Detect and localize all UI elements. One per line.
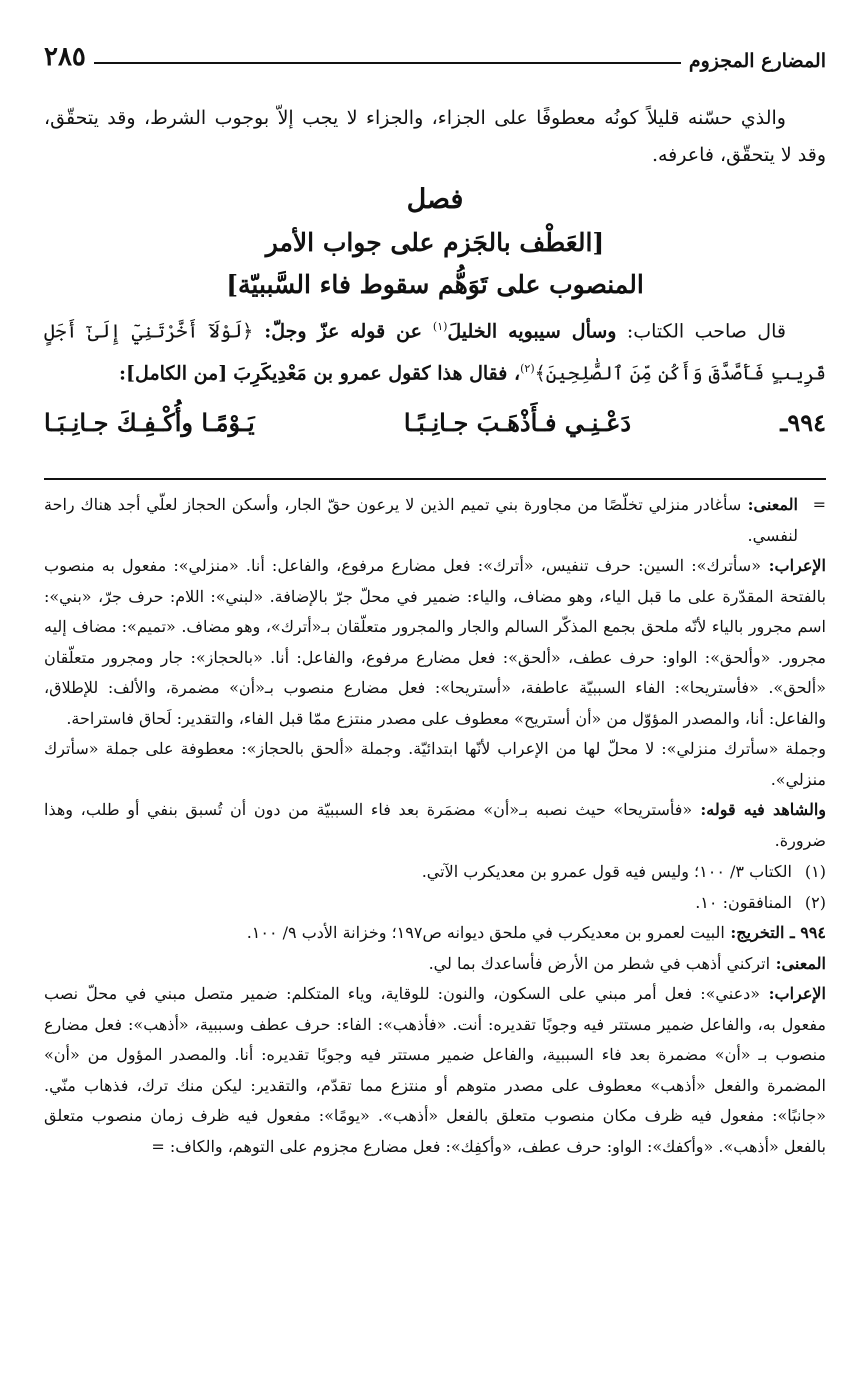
footnote-ref-2 xyxy=(44,887,826,918)
section-heading: فصل xyxy=(406,184,464,215)
continuation-mark: = xyxy=(812,495,826,514)
quran-verse: ﴿لَوْلَآ أَخَّرْتَنِيٓ إِلَىٰٓ أَجَلٍ قَرِيبٍ فَأَصَّدَّقَ وَأَكُن مِّنَ ٱلصَّٰلِحِينَ﴾ xyxy=(44,320,826,385)
ref-number: (١) xyxy=(804,862,826,881)
takhrij-text: البيت لعمرو بن معديكرب في ملحق ديوانه ص١٩٧؛ وخزانة الأدب ٩/ ١٠٠. xyxy=(246,923,725,942)
verse-hemistich-1: دَعْـنِـي فـأَذْهَـبَ جـانِـبًـا xyxy=(403,407,632,437)
footnote-jumla-1: وجملة «سأترك منزلي»: لا محلّ لها من الإعراب لأنّها ابتدائيّة. وجملة «ألحق بالحجاز»: معطوفة على جملة «سأترك منزلي». xyxy=(44,739,826,789)
irab-label: الإعراب: xyxy=(760,984,827,1003)
meaning-text: سأغادر منزلي تخلّصًا من مجاورة بني تميم الذين لا يرعون حقّ الجار، وأسكن الحجاز لعلّي أجد هناك راحة لنفسي. xyxy=(44,495,798,545)
continuation-mark-end: = xyxy=(151,1136,165,1156)
quote-bold-1: وسأل سيبويه الخليلَ xyxy=(447,320,617,343)
section-subheading-1: [العَطْف بالجَزم على جواب الأمر xyxy=(265,228,605,257)
quote-intro: قال صاحب الكتاب: xyxy=(616,320,786,343)
intro-paragraph: والذي حسّنه قليلاً كونُه معطوفًا على الجزاء، والجزاء لا يجب إلاّ بوجوب الشرط، وقد يتحقّق، وقد لا يتحقّق، فاعرفه. xyxy=(44,107,826,166)
section-subheading-2: المنصوب على تَوَهُّم سقوط فاء السَّببيّة] xyxy=(226,270,644,299)
ref-text: الكتاب ٣/ ١٠٠؛ وليس فيه قول عمرو بن معديكرب الآتي. xyxy=(421,862,792,881)
irab-label: الإعراب: xyxy=(761,556,826,575)
footnote-separator xyxy=(44,478,826,480)
header-rule xyxy=(94,62,681,64)
verse-number: ٩٩٤ـ xyxy=(780,407,826,437)
meaning-label: المعنى: xyxy=(770,953,826,973)
footnote-shahid xyxy=(44,795,826,856)
chapter-title: المضارع المجزوم xyxy=(688,50,826,72)
shahid-text: «فأستريحا» حيث نصبه بـ«أن» مضمَرة بعد فاء السببيّة من دون أن تُسبق بنفي أو طلب، وهذا ضرورة. xyxy=(44,800,826,850)
running-header xyxy=(44,38,826,72)
footnotes xyxy=(44,490,826,1162)
footnote-ref-1 xyxy=(44,856,826,887)
book-quote xyxy=(44,308,826,393)
footnote-irab-1 xyxy=(44,551,826,734)
irab-text: «سأترك»: السين: حرف تنفيس، «أترك»: فعل مضارع مرفوع، والفاعل: أنا. «منزلي»: مفعول به منصوب بالفتحة المقدّرة على ما قبل الياء، وهو مضاف، والياء: ضمير في محلّ جرّ بالإضافة. «لبني»: اللام: حرف جرّ، «بني»: اسم مجرور بالياء لأنّه ملحق بجمع المذكّر السالم والجار والمجرور متعلّقان بـ«أترك»، وهو مضاف. «تميم»: مضاف إليه مجرور. «وألحق»: الواو: حرف عطف، «ألحق»: فعل مضارع مرفوع، والفاعل: أنا. «بالحجاز»: جار ومجرور متعلّقان «ألحق». «فأستريحا»: الفاء السببيّة عاطفة، «أستريحا»: فعل مضارع منصوب بـ«أن» مضمرة، والألف: للإطلاق، والفاعل: أنا، والمصدر المؤوّل من «أن أستريح» معطوف على مصدر منتزع ممّا قبل الفاء، والتقدير: لَحاق فاستراحة. xyxy=(44,556,826,728)
irab-text: «دعني»: فعل أمر مبني على السكون، والنون: للوقاية، وياء المتكلم: ضمير متصل مبني في محلّ نصب مفعول به، والفاعل ضمير مستتر فيه وجوبًا تقديره: أنت. «فأذهب»: الفاء: حرف عطف وسببية، «أذهب»: فعل مضارع منصوب بـ «أن» مضمرة بعد فاء السببية، والفاعل ضمير مستتر فيه وجوبًا تقديره: أنا. والمصدر المؤول من «أن» المضمرة والفعل «أذهب» معطوف على مصدر متوهم أو منتزع مما تقدّم، والتقدير: ليكن منك ترك، فذهاب منّي. «جانبًا»: مفعول فيه ظرف مكان منصوب متعلق بالفعل «أذهب». «يومًا»: مفعول فيه ظرف زمان منصوب متعلق بالفعل «أذهب». «وأكفك»: الواو: حرف عطف، «وأكفِك»: فعل مضارع مجزوم على التوهم، والكاف: xyxy=(44,984,827,1156)
takhrij-label: ٩٩٤ ـ التخريج: xyxy=(724,923,826,942)
main-text xyxy=(44,100,826,445)
footnote-mark-2: (٢) xyxy=(520,362,535,376)
footnote-takhrij xyxy=(44,918,826,949)
poetic-meter: [من الكامل]: xyxy=(119,362,228,385)
quote-bold-2: عن قوله عزّ وجلّ: xyxy=(253,320,433,343)
ref-text: المنافقون: ١٠. xyxy=(695,893,792,912)
page-number: ٢٨٥ xyxy=(44,42,86,72)
footnote-meaning-1 xyxy=(44,490,826,551)
meaning-text: اتركني أذهب في شطر من الأرض فأساعدك بما لي. xyxy=(428,953,771,973)
section-heading-block xyxy=(44,178,826,306)
shahid-label: والشاهد فيه قوله: xyxy=(692,800,826,819)
footnote-meaning-2 xyxy=(44,949,826,980)
quote-bold-3: ، فقال هذا كقول عمرو بن مَعْدِيكَرِبَ xyxy=(233,362,521,385)
meaning-label: المعنى: xyxy=(741,495,799,514)
footnote-mark-1: (١) xyxy=(432,320,448,333)
verse-hemistich-2: يَـوْمًـا وأُكْـفِـكَ جـانِـبَـا xyxy=(44,407,255,437)
ref-number: (٢) xyxy=(804,893,826,912)
poem-verse xyxy=(44,401,826,445)
footnote-irab-2 xyxy=(44,979,826,1162)
